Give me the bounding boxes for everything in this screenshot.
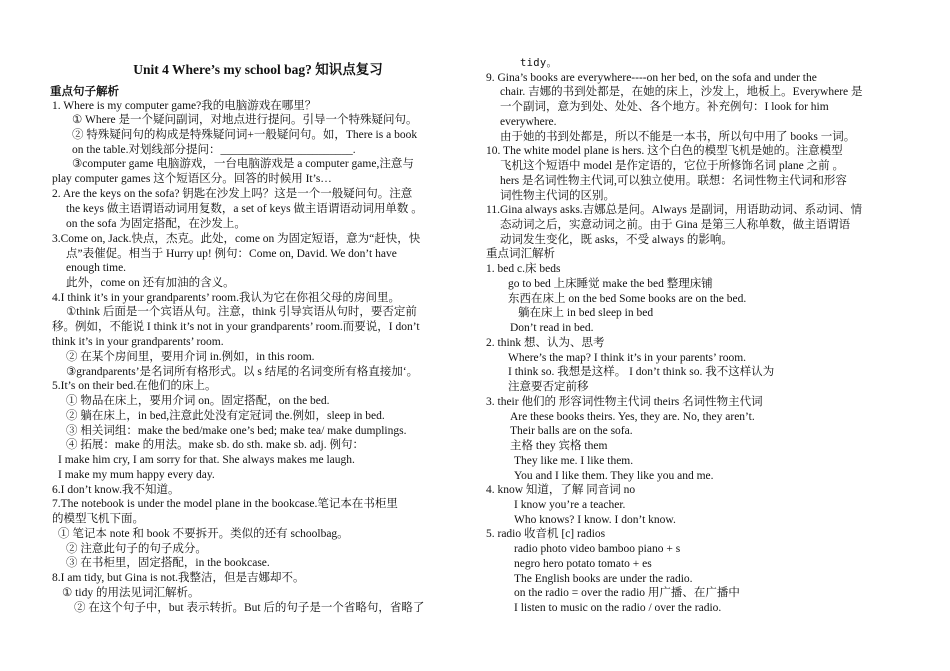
right-line: everywhere. — [500, 116, 557, 128]
left-line: 6.I don’t know.我不知道。 — [52, 484, 180, 496]
right-line: radio photo video bamboo piano + s — [514, 543, 681, 555]
left-line: ① Where 是一个疑问副词，对地点进行提问。引导一个特殊疑问句。 — [72, 114, 418, 126]
right-line: 4. know 知道，了解 同音词 no — [486, 484, 636, 496]
section-heading-sentences: 重点句子解析 — [50, 86, 119, 98]
left-line: play computer games 这个短语区分。回答的时候用 It’s… — [52, 173, 332, 185]
right-line: 态动词之后，实意动词之前。由于 Gina 是第三人称单数，做主语谓语 — [500, 219, 851, 231]
left-line: 8.I am tidy, but Gina is not.我整洁，但是吉娜却不。 — [52, 572, 305, 584]
left-line: 3.Come on, Jack.快点，杰克。此处，come on 为固定短语，意为“赶快，快 — [52, 233, 421, 245]
left-line: ① 物品在床上，要用介词 on。固定搭配，on the bed. — [66, 395, 330, 407]
right-line: I listen to music on the radio / over the radio. — [514, 602, 722, 614]
left-line: enough time. — [66, 262, 127, 274]
right-line: 躺在床上 in bed sleep in bed — [518, 307, 654, 319]
left-line: I make my mum happy every day. — [58, 469, 215, 481]
left-line: 5.It’s on their bed.在他们的床上。 — [52, 380, 217, 392]
right-line: 3. their 他们的 形容词性物主代词 theirs 名词性物主代词 — [486, 396, 763, 408]
left-line: ① tidy 的用法见词汇解析。 — [62, 587, 200, 599]
left-line: ③ 在书柜里，固定搭配，in the bookcase. — [66, 557, 270, 569]
document-title: Unit 4 Where’s my school bag? 知识点复习 — [133, 62, 383, 77]
right-line: 由于她的书到处都是，所以不能是一本书，所以句中用了 books 一词。 — [500, 131, 856, 143]
left-line: ② 注意此句子的句子成分。 — [66, 543, 207, 555]
right-line: 1. bed c.床 beds — [486, 263, 561, 275]
left-line: 移。例如，不能说 I think it’s not in your grandparents’ room.而要说，I don’t — [52, 321, 420, 333]
right-line: They like me. I like them. — [514, 455, 634, 467]
right-line: 东西在床上 on the bed Some books are on the bed. — [508, 293, 747, 305]
left-line: ③computer game 电脑游戏，一台电脑游戏是 a computer game,注意与 — [72, 158, 414, 170]
right-line: 重点词汇解析 — [486, 248, 555, 260]
left-line: think it’s in your grandparents’ room. — [52, 336, 224, 348]
right-line: tidy。 — [520, 57, 558, 69]
left-line: ② 在这个句子中，but 表示转折。But 后的句子是一个省略句，省略了 — [74, 602, 425, 614]
right-line: The English books are under the radio. — [514, 573, 693, 585]
right-line: Their balls are on the sofa. — [510, 425, 633, 437]
left-line: 7.The notebook is under the model plane in the bookcase.笔记本在书柜里 — [52, 498, 398, 510]
left-line: 的模型飞机下面。 — [52, 513, 144, 525]
right-line: 5. radio 收音机 [c] radios — [486, 528, 606, 540]
right-line: 2. think 想、认为、思考 — [486, 337, 605, 349]
right-line: chair. 吉娜的书到处都是，在她的床上，沙发上，地板上。Everywhere 是 — [500, 86, 863, 98]
right-line: go to bed 上床睡觉 make the bed 整理床铺 — [508, 278, 713, 290]
right-line: Are these books theirs. Yes, they are. No, they aren’t. — [510, 411, 755, 423]
left-line: ③ 相关词组：make the bed/make one’s bed; make tea/ make dumplings. — [66, 425, 407, 437]
left-line: 4.I think it’s in your grandparents’ room.我认为它在你祖父母的房间里。 — [52, 292, 400, 304]
right-line: Where’s the map? I think it’s in your parents’ room. — [508, 352, 747, 364]
right-line: 注意要否定前移 — [508, 381, 589, 393]
right-line: hers 是名词性物主代词,可以独立使用。联想：名词性物主代词和形容 — [500, 175, 847, 187]
left-line: the keys 做主语谓语动词用复数，a set of keys 做主语谓语动词用单数 。 — [66, 203, 423, 215]
right-line: 9. Gina’s books are everywhere----on her bed, on the sofa and under the — [486, 72, 817, 84]
left-line: on the table.对划线部分提问：_______________________. — [72, 144, 356, 156]
right-line: I think so. 我想是这样。 I don’t think so. 我不这样认为 — [508, 366, 775, 378]
right-line: Don’t read in bed. — [510, 322, 594, 334]
right-line: Who knows? I know. I don’t know. — [514, 514, 676, 526]
right-line: on the radio = over the radio 用广播、在广播中 — [514, 587, 740, 599]
right-line: I know you’re a teacher. — [514, 499, 626, 511]
right-line: 主格 they 宾格 them — [510, 440, 608, 452]
right-line: 动词发生变化，既 asks，不受 always 的影响。 — [500, 234, 733, 246]
right-line: 飞机这个短语中 model 是作定语的，它位于所修饰名词 plane 之前 。 — [500, 160, 845, 172]
left-line: ① 笔记本 note 和 book 不要拆开。类似的还有 schoolbag。 — [58, 528, 349, 540]
right-line: You and I like them. They like you and me. — [514, 470, 714, 482]
left-line: on the sofa 为固定搭配，在沙发上。 — [66, 218, 246, 230]
left-line: ①think 后面是一个宾语从句。注意，think 引导宾语从句时，要否定前 — [66, 306, 417, 318]
left-line: 此外，come on 还有加油的含义。 — [66, 277, 235, 289]
right-line: 一个副词，意为到处、处处、各个地方。补充例句：I look for him — [500, 101, 829, 113]
left-line: ② 在某个房间里，要用介词 in.例如，in this room. — [66, 351, 315, 363]
left-line: ④ 拓展：make 的用法。make sb. do sth. make sb. adj. 例句： — [66, 439, 365, 451]
left-line: 1. Where is my computer game?我的电脑游戏在哪里？ — [52, 100, 317, 112]
left-line: 2. Are the keys on the sofa? 钥匙在沙发上吗？这是一个一般疑问句。注意 — [52, 188, 413, 200]
left-line: ② 特殊疑问句的构成是特殊疑问词+一般疑问句。如，There is a book — [72, 129, 418, 141]
left-line: I make him cry, I am sorry for that. She always makes me laugh. — [58, 454, 355, 466]
right-line: negro hero potato tomato + es — [514, 558, 652, 570]
right-line: 词性物主代词的区别。 — [500, 190, 615, 202]
left-line: ② 躺在床上，in bed,注意此处没有定冠词 the.例如，sleep in bed. — [66, 410, 385, 422]
left-line: ③grandparents’是名词所有格形式。以 s 结尾的名词变所有格直接加‘。 — [66, 366, 419, 378]
left-line: 点”表催促。相当于 Hurry up! 例句：Come on, David. We don’t have — [66, 248, 397, 260]
right-line: 10. The white model plane is hers. 这个白色的模型飞机是她的。注意模型 — [486, 145, 843, 157]
right-line: 11.Gina always asks.吉娜总是问。Always 是副词，用语助动词、系动词、情 — [486, 204, 863, 216]
